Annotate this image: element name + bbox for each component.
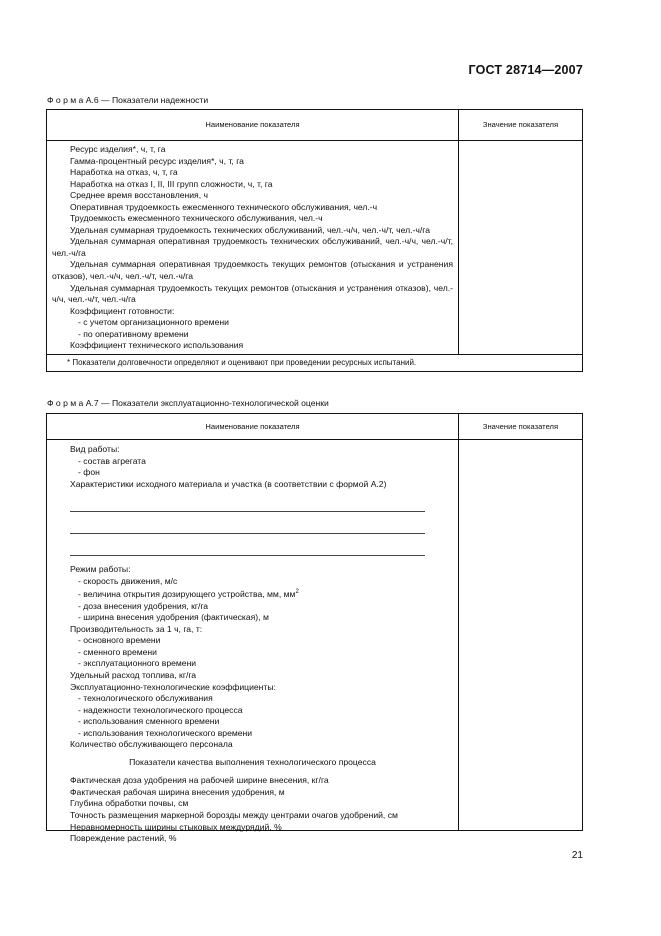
page-number: 21 <box>571 850 583 861</box>
row-dose: - доза внесения удобрения, кг/га <box>78 600 209 611</box>
row-material: Характеристики исходного материала и участка (в соответствии с формой А.2) <box>70 478 387 489</box>
row-damage: Повреждение растений, % <box>70 833 177 844</box>
row-resource: Ресурс изделия*, ч, т, га <box>70 144 166 154</box>
row-coefficients: Эксплуатационно-технологические коэффициенты: <box>70 681 276 692</box>
row-width: - ширина внесения удобрения (фактическая), м <box>78 612 269 623</box>
form-a7-col-value: Значение показателя <box>482 422 559 431</box>
row-main-time: - основного времени <box>78 635 161 646</box>
row-operational-time: - эксплуатационного времени <box>78 658 197 669</box>
blank-line-2 <box>70 532 425 534</box>
row-specific-labor: Удельная суммарная трудоемкость технических обслуживаний, чел.-ч/ч, чел.-ч/т, чел.-ч/га <box>70 224 430 235</box>
row-unevenness: Неравномерность ширины стыковых междурядий, % <box>70 821 282 832</box>
form-a7-values <box>459 440 582 831</box>
row-specific-op-labor: Удельная суммарная оперативная трудоемкость технических обслуживаний, чел.-ч/ч, чел.-ч/т, чел.-ч/га <box>52 236 453 258</box>
row-background: - фон <box>78 467 100 478</box>
row-tech-time-use: - использования технологического времени <box>78 727 253 738</box>
row-availability: Коэффициент готовности: <box>70 305 175 316</box>
form-a6-title: Ф о р м а А.6 — Показатели надежности <box>47 95 209 105</box>
row-mode: Режим работы: <box>70 564 131 575</box>
blank-line-3 <box>70 554 425 556</box>
row-mtbf-groups: Наработка на отказ I, II, III групп сложности, ч, т, га <box>70 178 273 189</box>
row-personnel: Количество обслуживающего персонала <box>70 739 233 750</box>
form-a7-names <box>47 440 459 844</box>
row-unit-composition: - состав агрегата <box>78 455 146 466</box>
row-reliability: - надежности технологического процесса <box>78 704 243 715</box>
row-dosing-opening: - величина открытия дозирующего устройства, мм, $мм^2$ <box>78 589 299 600</box>
row-mttr: Среднее время восстановления, ч <box>70 190 208 201</box>
row-shift-time: - сменного времени <box>78 646 157 657</box>
form-a6-table <box>46 109 583 372</box>
form-a7-title: Ф о р м а А.7 — Показатели эксплуатационно-технологической оценки <box>47 398 329 408</box>
form-a7-table <box>46 413 583 844</box>
form-a6-footnote: * Показатели долговечности определяют и оценивают при проведении ресурсных испытаний. <box>47 354 582 371</box>
form-a6-col-value: Значение показателя <box>482 120 559 129</box>
form-a6-names <box>47 141 459 354</box>
row-tech-service: - технологического обслуживания <box>78 693 213 704</box>
row-speed: - скорость движения, м/с <box>78 575 178 586</box>
form-a6-values <box>459 141 582 354</box>
row-depth: Глубина обработки почвы, см <box>70 798 189 809</box>
row-actual-width: Фактическая рабочая ширина внесения удобрения, м <box>70 786 285 797</box>
row-labor-daily: Трудоемкость ежесменного технического обслуживания, чел.-ч <box>70 213 323 224</box>
row-actual-dose: Фактическая доза удобрения на рабочей ширине внесения, кг/га <box>70 775 329 786</box>
row-shift-use: - использования сменного времени <box>78 716 220 727</box>
standard-number: ГОСТ 28714—2007 <box>468 63 583 77</box>
row-tech-utilization: Коэффициент технического использования <box>70 340 244 351</box>
form-a7-col-name: Наименование показателя <box>47 414 459 439</box>
quality-heading: Показатели качества выполнения технологического процесса <box>129 756 376 767</box>
row-gamma-resource: Гамма-процентный ресурс изделия*, ч, т, га <box>70 155 244 166</box>
row-op-repair-labor: Удельная суммарная оперативная трудоемкость текущих ремонтов (отыскания и устранения отказов), чел.-ч/ч, чел.-ч/т, чел.-ч/га <box>52 259 453 282</box>
row-op-labor-daily: Оперативная трудоемкость ежесменного технического обслуживания, чел.-ч <box>70 201 378 212</box>
row-fuel: Удельный расход топлива, кг/га <box>70 669 197 680</box>
row-work-type: Вид работы: <box>70 444 120 454</box>
row-marker-accuracy: Точность размещения маркерной борозды между центрами очагов удобрений, см <box>70 809 398 820</box>
form-a6-col-name: Наименование показателя <box>47 110 459 140</box>
superscript: 2 <box>295 589 299 596</box>
row-repair-labor: Удельная суммарная трудоемкость текущих ремонтов (отыскания и устранения отказов), чел.-ч/ч, чел.-ч/т, чел.-ч/га <box>52 282 453 305</box>
row-availability-org: - с учетом организационного времени <box>78 317 229 328</box>
blank-line-1 <box>70 510 425 512</box>
row-productivity: Производительность за 1 ч, га, т: <box>70 623 203 634</box>
row-availability-op: - по оперативному времени <box>78 328 189 339</box>
row-mtbf: Наработка на отказ, ч, т, га <box>70 167 178 178</box>
